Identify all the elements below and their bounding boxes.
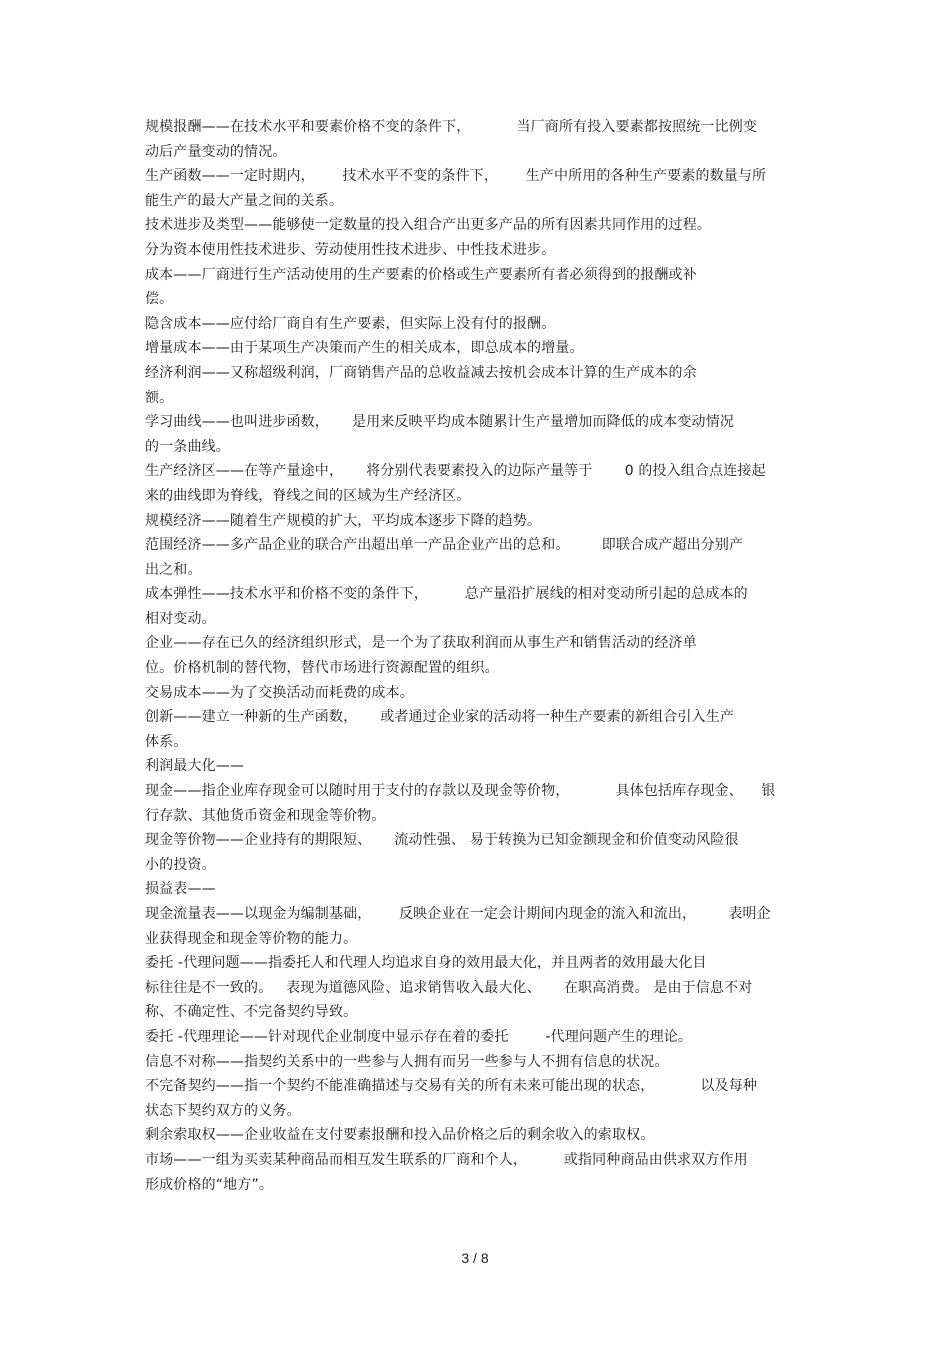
text-line: 市场——一组为买卖某种商品而相互发生联系的厂商和个人， 或指同种商品由供求双方作用 — [145, 1151, 748, 1168]
text-line: 经济利润——又称超级利润，厂商销售产品的总收益减去按机会成本计算的生产成本的余 — [145, 364, 697, 381]
text-line: 技术进步及类型——能够使一定数量的投入组合产出更多产品的所有因素共同作用的过程。 — [145, 217, 711, 234]
text-line: 不完备契约——指一个契约不能准确描述与交易有关的所有未来可能出现的状态， 以及每种 — [145, 1078, 757, 1095]
text-line: 交易成本——为了交换活动而耗费的成本。 — [145, 684, 414, 701]
text-line: 生产函数——一定时期内， 技术水平不变的条件下， 生产中所用的各种生产要素的数量与所 — [145, 168, 767, 185]
text-line: 位。价格机制的替代物，替代市场进行资源配置的组织。 — [145, 660, 499, 677]
text-line: 状态下契约双方的义务。 — [145, 1102, 301, 1119]
text-line: 委托 -代理理论——针对现代企业制度中显示存在着的委托 -代理问题产生的理论。 — [145, 1028, 693, 1045]
text-line: 规模报酬——在技术水平和要素价格不变的条件下， 当厂商所有投入要素都按照统一比例变 — [145, 119, 757, 135]
text-line: 规模经济——随着生产规模的扩大，平均成本逐步下降的趋势。 — [145, 512, 542, 529]
text-line: 小的投资。 — [145, 856, 216, 873]
text-line: 现金——指企业库存现金可以随时用于支付的存款以及现金等价物， 具体包括库存现金、 银 — [145, 783, 776, 800]
text-line: 范围经济——多产品企业的联合产出超出单一产品企业产出的总和。 即联合成产超出分别产 — [145, 537, 744, 554]
page-number: 3 / 8 — [461, 1250, 489, 1266]
text-line: 剩余索取权——企业收益在支付要素报酬和投入品价格之后的剩余收入的索取权。 — [145, 1127, 655, 1144]
text-line: 偿。 — [145, 291, 174, 308]
text-line: 动后产量变动的情况。 — [145, 143, 287, 160]
text-line: 现金流量表——以现金为编制基础， 反映企业在一定会计期间内现金的流入和流出， 表明企 — [145, 906, 771, 922]
text-line: 出之和。 — [145, 561, 202, 578]
text-line: 信息不对称——指契约关系中的一些参与人拥有而另一些参与人不拥有信息的状况。 — [145, 1053, 669, 1070]
text-line: 成本弹性——技术水平和价格不变的条件下， 总产量沿扩展线的相对变动所引起的总成本的 — [145, 586, 748, 603]
text-line: 标往往是不一致的。 表现为道德风险、追求销售收入最大化、 在职高消费。 是由于信息不对 — [145, 979, 753, 996]
text-line: 现金等价物——企业持有的期限短、 流动性强、 易于转换为已知金额现金和价值变动风险很 — [145, 832, 739, 849]
text-line: 业获得现金和现金等价物的能力。 — [145, 930, 358, 947]
text-line: 利润最大化—— — [145, 758, 245, 775]
text-line: 相对变动。 — [145, 610, 216, 627]
text-line: 学习曲线——也叫进步函数， 是用来反映平均成本随累计生产量增加而降低的成本变动情况 — [145, 414, 734, 431]
text-line: 来的曲线即为脊线，脊线之间的区域为生产经济区。 — [145, 487, 471, 504]
text-line: 能生产的最大产量之间的关系。 — [145, 192, 344, 209]
text-line: 形成价格的“地方”。 — [145, 1176, 274, 1193]
text-line: 委托 -代理问题——指委托人和代理人均追求自身的效用最大化，并且两者的效用最大化目 — [145, 955, 707, 972]
text-line: 分为资本使用性技术进步、劳动使用性技术进步、中性技术进步。 — [145, 241, 556, 258]
text-line: 体系。 — [145, 733, 188, 750]
glossary-text-block — [145, 115, 815, 1197]
text-line: 行存款、其他货币资金和现金等价物。 — [145, 807, 386, 824]
text-line: 创新——建立一种新的生产函数， 或者通过企业家的活动将一种生产要素的新组合引入生产 — [145, 709, 734, 726]
text-line: 隐含成本——应付给厂商自有生产要素，但实际上没有付的报酬。 — [145, 315, 556, 332]
text-line: 企业——存在已久的经济组织形式，是一个为了获取利润而从事生产和销售活动的经济单 — [145, 635, 697, 652]
text-line: 的一条曲线。 — [145, 438, 230, 455]
text-line: 增量成本——由于某项生产决策而产生的相关成本，即总成本的增量。 — [145, 340, 584, 357]
text-line: 成本——厂商进行生产活动使用的生产要素的价格或生产要素所有者必须得到的报酬或补 — [145, 266, 697, 283]
text-line: 称、不确定性、不完备契约导致。 — [145, 1004, 358, 1021]
text-line: 损益表—— — [145, 881, 216, 898]
text-line: 生产经济区——在等产量途中， 将分别代表要素投入的边际产量等于 0 的投入组合点连接起 — [145, 463, 766, 480]
text-line: 额。 — [145, 389, 174, 406]
